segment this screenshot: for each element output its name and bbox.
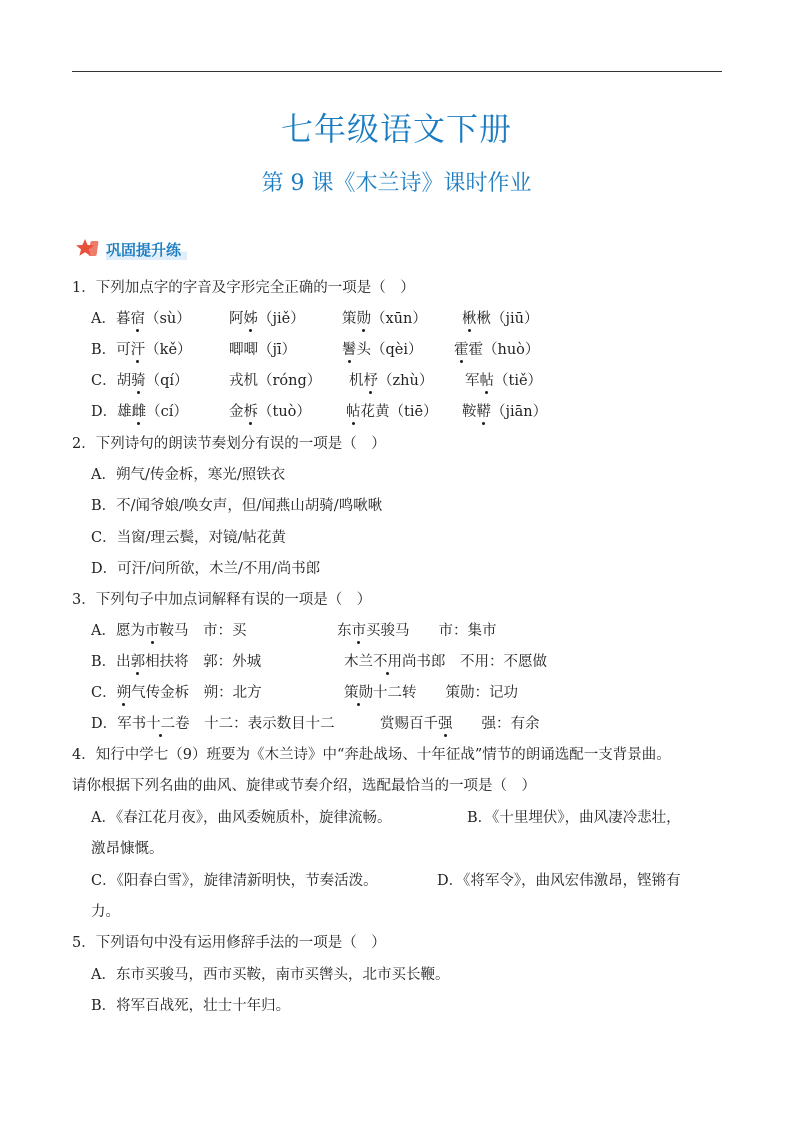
- q1-option-c-3: 机杼（zhù）: [349, 373, 434, 389]
- q2-option-d: D．可汗/问所欲，木兰/不用/尚书郎: [91, 561, 321, 577]
- q1-option-d-4: 鞍鞯（jiān）: [462, 404, 548, 420]
- q1-option-d-2: 金柝（tuò）: [229, 404, 311, 420]
- q2-option-a: A．朔气/传金柝，寒光/照铁衣: [91, 467, 286, 483]
- star-ribbon-icon: [76, 238, 100, 260]
- q3-option-c-2: 策勋十二转 策勋：记功: [344, 685, 518, 701]
- q4-option-d: D．《将军令》，曲风宏伟激昂，铿锵有: [437, 873, 681, 889]
- q1-stem: 1．下列加点字的字音及字形完全正确的一项是（ ）: [72, 280, 415, 296]
- q1-option-a-4: 楸楸（jiū）: [462, 311, 539, 327]
- q5-stem: 5．下列语句中没有运用修辞手法的一项是（ ）: [72, 935, 386, 951]
- q2-option-b: B．不/闻爷娘/唤女声，但/闻燕山胡骑/鸣啾啾: [91, 498, 383, 514]
- q1-option-a-3: 策勋（xūn）: [342, 311, 427, 327]
- q3-option-d-2: 赏赐百千强 强：有余: [380, 716, 540, 732]
- q1-option-b-2: 唧唧（jī）: [229, 342, 297, 358]
- q3-option-c-1: C．朔气传金柝 朔：北方: [91, 685, 262, 701]
- q5-option-a: A．东市买骏马，西市买鞍，南市买辔头，北市买长鞭。: [91, 967, 450, 983]
- q4-option-d-cont: 力。: [91, 904, 120, 920]
- q4-option-b: B．《十里埋伏》，曲风凄冷悲壮，: [467, 810, 681, 826]
- q3-option-b-1: B．出郭相扶将 郭：外城: [91, 654, 262, 670]
- q4-option-b-cont: 激昂慷慨。: [91, 841, 164, 857]
- q4-option-a: A．《春江花月夜》，曲风委婉质朴，旋律流畅。: [91, 810, 392, 826]
- q1-option-d-1: D．雄雌（cí）: [91, 404, 188, 420]
- q1-option-b-1: B．可汗（kě）: [91, 342, 192, 358]
- q1-option-c-1: C．胡骑（qí）: [91, 373, 189, 389]
- q4-stem-line2: 请你根据下列名曲的曲风、旋律或节奏介绍，选配最恰当的一项是（ ）: [72, 778, 536, 794]
- q4-stem-line1: 4．知行中学七（9）班要为《木兰诗》中“奔赴战场、十年征战”情节的朗诵选配一支背景曲。: [72, 747, 671, 763]
- page-title: 七年级语文下册: [280, 110, 512, 148]
- section-label: 巩固提升练: [106, 239, 187, 260]
- q1-option-c-4: 军帖（tiě）: [465, 373, 543, 389]
- q3-option-a-1: A．愿为市鞍马 市：买: [91, 623, 247, 639]
- q2-option-c: C．当窗/理云鬓，对镜/帖花黄: [91, 530, 286, 546]
- page-subtitle: 第 9 课《木兰诗》课时作业: [261, 171, 532, 196]
- q1-option-a-2: 阿姊（jiě）: [229, 311, 305, 327]
- q1-option-b-3: 鬐头（qèi）: [342, 342, 423, 358]
- q1-option-c-2: 戎机（róng）: [229, 373, 322, 389]
- q1-option-d-3: 帖花黄（tiē）: [346, 404, 438, 420]
- q5-option-b: B．将军百战死，壮士十年归。: [91, 998, 291, 1014]
- q3-option-a-2: 东市买骏马 市：集市: [337, 623, 497, 639]
- q1-option-b-4: 霍霍（huò）: [454, 342, 540, 358]
- q3-option-d-1: D．军书十二卷 十二：表示数目十二: [91, 716, 335, 732]
- q3-option-b-2: 木兰不用尚书郎 不用：不愿做: [344, 654, 547, 670]
- q3-stem: 3．下列句子中加点词解释有误的一项是（ ）: [72, 592, 372, 608]
- q4-option-c: C．《阳春白雪》，旋律清新明快，节奏活泼。: [91, 873, 378, 889]
- q2-stem: 2．下列诗句的朗读节奏划分有误的一项是（ ）: [72, 436, 386, 452]
- q1-option-a-1: A．暮宿（sù）: [91, 311, 191, 327]
- section-heading: [76, 236, 187, 262]
- header-rule: [72, 71, 722, 72]
